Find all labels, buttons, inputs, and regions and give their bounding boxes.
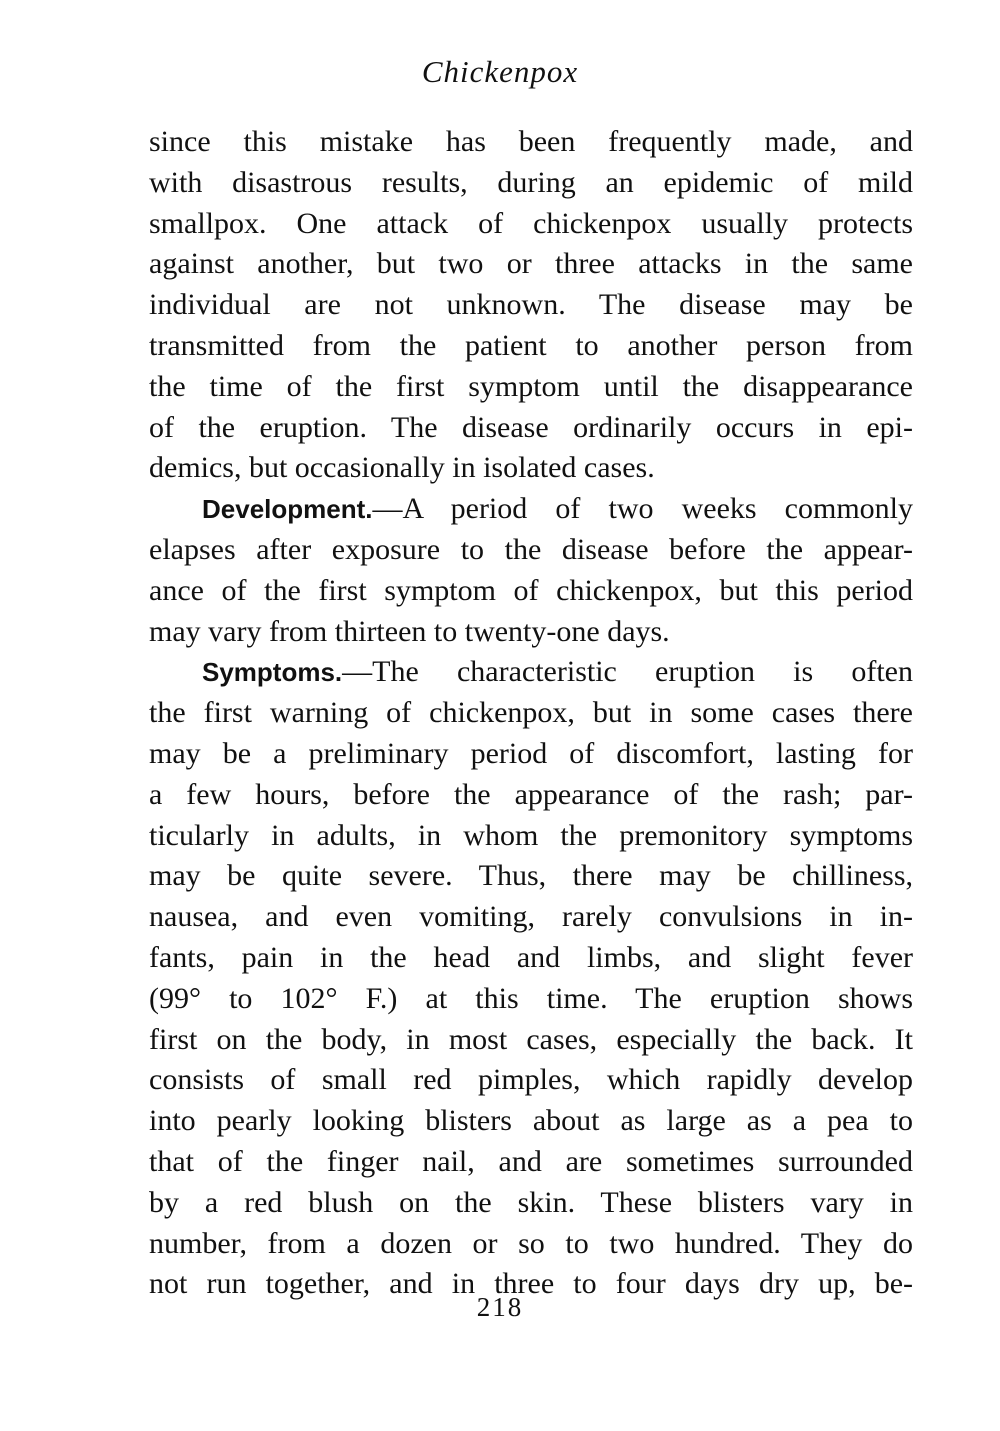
text-line: smallpox. One attack of chickenpox usually protects [149, 206, 913, 240]
text-line: against another, but two or three attacks in the same [149, 247, 913, 281]
text-line: by a red blush on the skin. These blisters vary in [149, 1185, 913, 1219]
text-line: into pearly looking blisters about as large as a pea to [149, 1104, 913, 1138]
text-line: ance of the first symptom of chickenpox, but this period [149, 573, 913, 607]
text-line: may be quite severe. Thus, there may be chilliness, [149, 859, 913, 893]
text-line: number, from a dozen or so to two hundred. They do [149, 1226, 913, 1260]
text-line: individual are not unknown. The disease may be [149, 288, 913, 322]
body-text [149, 122, 913, 1305]
text-line: (99° to 102° F.) at this time. The eruption shows [149, 981, 913, 1015]
text-line: first on the body, in most cases, especially the back. It [149, 1022, 913, 1056]
text-line: fants, pain in the head and limbs, and slight fever [149, 940, 913, 974]
running-head: Chickenpox [421, 54, 579, 89]
text-line-first [149, 652, 913, 693]
section-heading-symptoms: Symptoms. [202, 657, 343, 688]
text-line: of the eruption. The disease ordinarily occurs in epi- [149, 410, 913, 444]
text-line-tail: —The characteristic eruption is often [342, 655, 913, 689]
text-line: transmitted from the patient to another person from [149, 328, 913, 362]
text-line: demics, but occasionally in isolated cases. [149, 451, 655, 485]
text-line: consists of small red pimples, which rapidly develop [149, 1063, 913, 1097]
text-line: that of the finger nail, and are sometimes surrounded [149, 1144, 913, 1178]
text-line-first [149, 489, 913, 530]
text-line: may be a preliminary period of discomfort, lasting for [149, 736, 913, 770]
text-line: ticularly in adults, in whom the premonitory symptoms [149, 818, 913, 852]
paragraph-symptoms [149, 652, 913, 1305]
text-line: nausea, and even vomiting, rarely convulsions in in- [149, 900, 913, 934]
text-line: since this mistake has been frequently made, and [149, 125, 913, 158]
text-line: a few hours, before the appearance of the rash; par- [149, 777, 913, 811]
page-number: 218 [476, 1292, 524, 1322]
text-line: elapses after exposure to the disease before the appear- [149, 532, 913, 566]
text-line: may vary from thirteen to twenty-one days. [149, 614, 670, 648]
section-heading-development: Development. [202, 494, 373, 525]
text-line-tail: —A period of two weeks commonly [372, 492, 913, 526]
text-line: with disastrous results, during an epidemic of mild [149, 165, 913, 199]
paragraph-development [149, 489, 913, 652]
text-line: the time of the first symptom until the disappearance [149, 369, 913, 403]
text-line: the first warning of chickenpox, but in some cases there [149, 696, 913, 730]
paragraph-continuation [149, 122, 913, 489]
text-line: not run together, and in three to four days dry up, be- [149, 1267, 913, 1301]
